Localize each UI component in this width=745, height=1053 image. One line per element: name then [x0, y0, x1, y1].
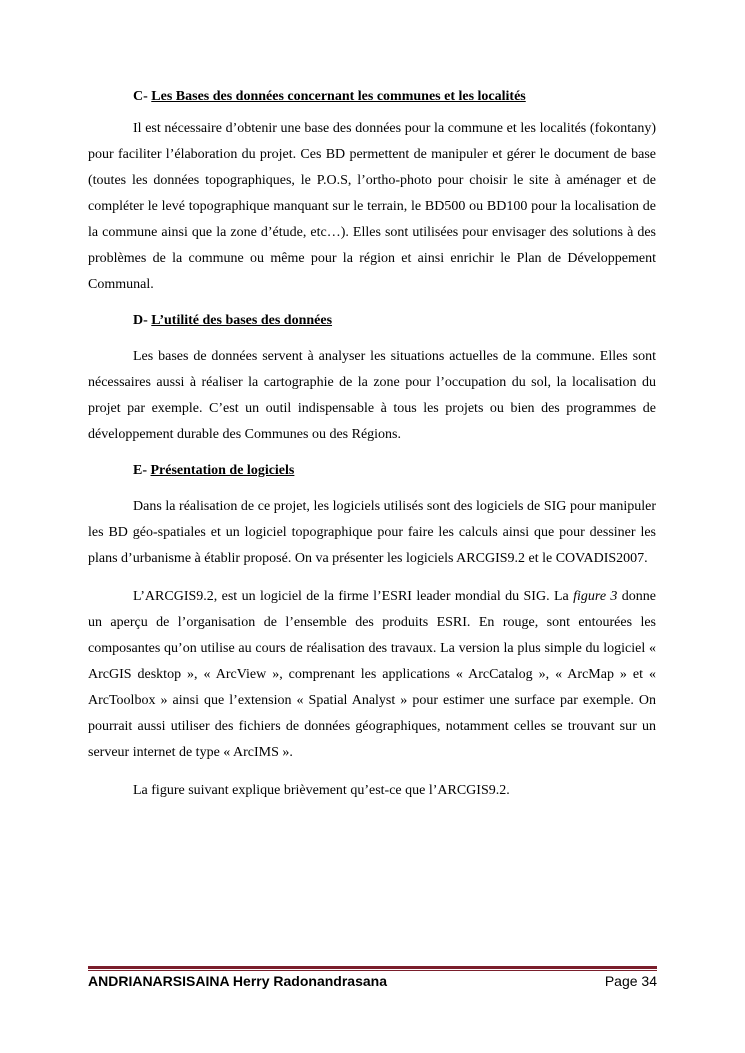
section-e-letter: E- [133, 463, 147, 478]
section-d-letter: D- [133, 313, 148, 328]
section-c-letter: C- [133, 89, 148, 104]
footer-page-number: Page 34 [604, 973, 657, 989]
section-d-heading [88, 308, 656, 334]
para2-text-after: donne un aperçu de l’organisation de l’ensemble des produits ESRI. En rouge, sont entourées les composantes qu’on utilise au cours de réalisation des travaux. La version la plus simple du logiciel « ArcGIS desktop », « ArcView », comprenant les applications « ArcCatalog », « ArcMap » et « ArcToolbox » ainsi que l’extension « Spatial Analyst » pour estimer une surface par exemple. On pourrait aussi utiliser des fichiers de données géographiques, notamment celles se trouvant sur un serveur internet de type « ArcIMS ». [88, 589, 656, 760]
section-e-title: Présentation de logiciels [150, 463, 295, 478]
section-c-title: Les Bases des données concernant les communes et les localités [151, 89, 526, 104]
footer-author: ANDRIANARSISAINA Herry Radonandrasana [88, 973, 387, 989]
section-c-paragraph: Il est nécessaire d’obtenir une base des données pour la commune et les localités (fokontany) pour faciliter l’élaboration du projet. Ces BD permettent de manipuler et gérer le document de base (toutes les données topographiques, le P.O.S, l’ortho-photo pour choisir le site à aménager et de compléter le levé topographique manquant sur le terrain, le BD500 ou BD100 pour la localisation de la commune ainsi que la zone d’étude, etc…). Elles sont utilisées pour envisager des solutions à des problèmes de la commune ou même pour la région et ainsi enrichir le Plan de Développement Communal. [88, 121, 656, 292]
section-d-title: L’utilité des bases des données [151, 313, 333, 328]
section-e-paragraph-3: La figure suivant explique brièvement qu’est-ce que l’ARCGIS9.2. [133, 783, 510, 798]
section-c-heading [88, 84, 656, 110]
section-d-paragraph: Les bases de données servent à analyser les situations actuelles de la commune. Elles sont nécessaires aussi à réaliser la cartographie de la zone pour l’occupation du sol, la localisation du projet par exemple. C’est un outil indispensable à tous les projets ou bien des programmes de développement durable des Communes ou des Régions. [88, 349, 656, 442]
section-e-paragraph-1: Dans la réalisation de ce projet, les logiciels utilisés sont des logiciels de SIG pour manipuler les BD géo-spatiales et un logiciel topographique pour faire les calculs ainsi que pour dessiner les plans d’urbanisme à établir proposé. On va présenter les logiciels ARCGIS9.2 et le COVADIS2007. [88, 499, 656, 566]
page-body [88, 84, 656, 804]
section-e-paragraph-2 [88, 584, 656, 766]
figure-reference: figure 3 [573, 589, 618, 604]
section-e-heading [88, 458, 656, 484]
para2-text-before: L’ARCGIS9.2, est un logiciel de la firme l’ESRI leader mondial du SIG. La [133, 589, 574, 604]
footer-divider [88, 966, 657, 971]
page-footer [88, 973, 657, 995]
